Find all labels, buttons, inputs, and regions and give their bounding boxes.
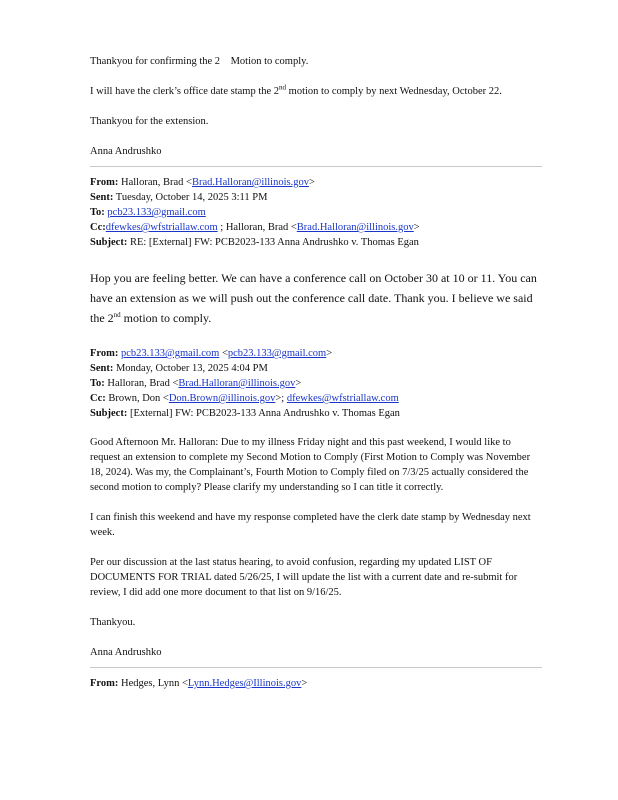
- bracket: >: [326, 348, 333, 359]
- cc-label: Cc:: [90, 393, 106, 404]
- cc-email-link[interactable]: Don.Brown@illinois.gov: [168, 393, 276, 404]
- cc-email-link[interactable]: Brad.Halloran@illinois.gov: [296, 222, 414, 233]
- reply-paragraph-1: [90, 54, 542, 69]
- to-label: To:: [90, 378, 105, 389]
- sent-value: Monday, October 13, 2025 4:04 PM: [113, 363, 268, 374]
- bracket: >: [308, 177, 315, 188]
- bracket: >: [301, 678, 308, 689]
- divider: [90, 667, 542, 668]
- reply-text: Motion to comply.: [230, 56, 309, 67]
- reply-text: Thankyou for confirming the 2: [90, 56, 221, 67]
- from-email-link[interactable]: pcb23.133@gmail.com: [227, 348, 327, 359]
- subject-line: [90, 235, 542, 250]
- reply-text: motion to comply by next Wednesday, October 22.: [286, 86, 502, 97]
- superscript: nd: [279, 83, 287, 92]
- email-header-2: [90, 346, 542, 421]
- reply-text: I will have the clerk’s office date stamp the 2: [90, 86, 280, 97]
- cc-email-link[interactable]: dfewkes@wfstriallaw.com: [286, 393, 399, 404]
- sent-value: Tuesday, October 14, 2025 3:11 PM: [113, 192, 268, 203]
- from-name: Halloran, Brad <: [118, 177, 192, 188]
- cc-line: [90, 391, 542, 406]
- sent-label: Sent:: [90, 363, 114, 374]
- email-2-paragraph-1: Good Afternoon Mr. Halloran: Due to my illness Friday night and this past weekend, I would like to request an extension to complete my Second Motion to Comply (First Motion to Comply was November 18, 2024). Was my, the Complainant’s, Fourth Motion to Comply filed on 7/3/25 actually considered the second motion to comply? Please clarify my understanding so I can title it correctly.: [90, 437, 531, 493]
- sent-line: [90, 361, 542, 376]
- subject-value: RE: [External] FW: PCB2023-133 Anna Andrushko v. Thomas Egan: [127, 237, 419, 248]
- body-text: Hop you are feeling better. We can have a conference call on October 30 at 10 or 11. You can have an extension as we will push out the conference call date. Thank you. I believe we said the 2: [90, 271, 537, 325]
- reply-signature: Anna Andrushko: [90, 146, 162, 157]
- from-line: [90, 175, 542, 190]
- subject-value: [External] FW: PCB2023-133 Anna Andrushko v. Thomas Egan: [127, 408, 400, 419]
- bracket: >: [413, 222, 420, 233]
- cc-separator: >;: [275, 393, 287, 404]
- email-thread: [90, 54, 542, 691]
- to-label: To:: [90, 207, 105, 218]
- sent-label: Sent:: [90, 192, 114, 203]
- divider: [90, 166, 542, 167]
- subject-line: [90, 406, 542, 421]
- cc-name: Brown, Don <: [105, 393, 169, 404]
- reply-paragraph-3: Thankyou for the extension.: [90, 116, 209, 127]
- from-label: From:: [90, 177, 119, 188]
- from-line: [90, 676, 542, 691]
- bracket: >: [295, 378, 302, 389]
- bracket: <: [219, 348, 228, 359]
- reply-paragraph-2: [90, 84, 542, 99]
- to-email-link[interactable]: pcb23.133@gmail.com: [107, 207, 206, 218]
- to-line: [90, 376, 542, 391]
- from-email-link[interactable]: pcb23.133@gmail.com: [121, 348, 220, 359]
- from-label: From:: [90, 678, 119, 689]
- to-name: Halloran, Brad <: [104, 378, 179, 389]
- email-header-3: [90, 676, 542, 691]
- superscript: nd: [113, 311, 121, 319]
- to-line: [90, 205, 542, 220]
- subject-label: Subject:: [90, 237, 128, 248]
- subject-label: Subject:: [90, 408, 128, 419]
- from-email-link[interactable]: Lynn.Hedges@Illinois.gov: [187, 678, 302, 689]
- body-text: motion to comply.: [120, 311, 212, 325]
- cc-separator: ; Halloran, Brad <: [217, 222, 297, 233]
- email-2-signature: Anna Andrushko: [90, 647, 162, 658]
- email-2-paragraph-4: Thankyou.: [90, 617, 136, 628]
- from-label: From:: [90, 348, 119, 359]
- from-line: [90, 346, 542, 361]
- cc-label: Cc:: [90, 222, 106, 233]
- to-email-link[interactable]: Brad.Halloran@illinois.gov: [178, 378, 296, 389]
- email-1-body: [90, 268, 542, 328]
- from-name: Hedges, Lynn <: [118, 678, 188, 689]
- email-2-paragraph-3: Per our discussion at the last status hearing, to avoid confusion, regarding my updated LIST OF DOCUMENTS FOR TRIAL dated 5/26/25, I will update the list with a current date and re-submit for review, I did add one more document to that list on 9/16/25.: [90, 557, 518, 598]
- email-header-1: [90, 175, 542, 250]
- cc-email-link[interactable]: dfewkes@wfstriallaw.com: [105, 222, 218, 233]
- from-email-link[interactable]: Brad.Halloran@illinois.gov: [191, 177, 309, 188]
- sent-line: [90, 190, 542, 205]
- email-2-paragraph-2: I can finish this weekend and have my response completed have the clerk date stamp by Wednesday next week.: [90, 512, 531, 538]
- cc-line: [90, 220, 542, 235]
